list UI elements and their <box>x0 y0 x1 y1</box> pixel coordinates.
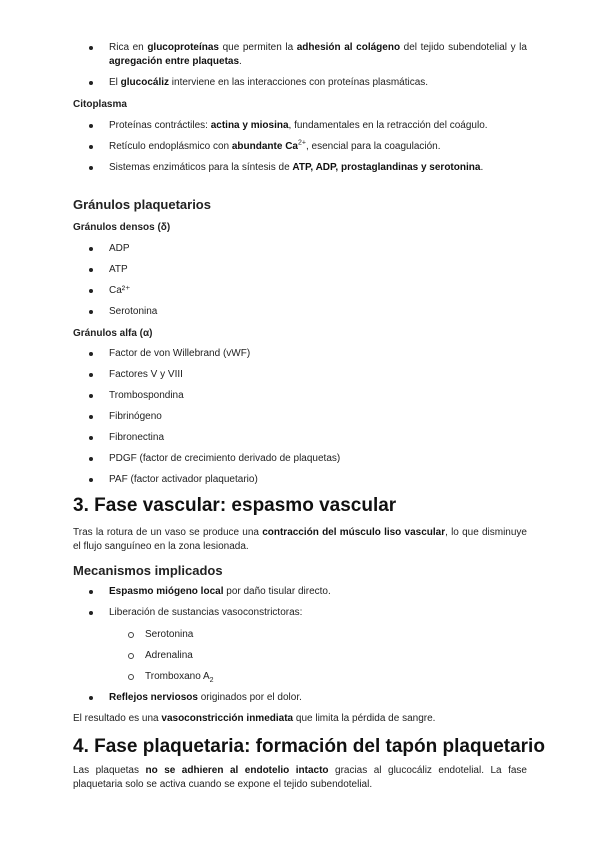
intro-list <box>73 41 527 90</box>
list-item: Fibronectina <box>73 431 527 445</box>
list-item: Factor de von Willebrand (vWF) <box>73 347 527 361</box>
mecanismos-list <box>73 585 527 627</box>
list-item: Retículo endoplásmico con abundante $Ca^{2+}$, esencial para la coagulación. <box>73 140 527 154</box>
list-item: PAF (factor activador plaquetario) <box>73 473 527 487</box>
granulos-heading: Gránulos plaquetarios <box>73 197 211 212</box>
citoplasma-heading: Citoplasma <box>73 99 127 110</box>
list-item: Ca²⁺ <box>73 284 527 298</box>
densos-heading: Gránulos densos (δ) <box>73 222 171 233</box>
fase4-paragraph: Las plaquetas no se adhieren al endotelio intacto gracias al glucocáliz endotelial. La fase plaquetaria solo se activa cuando se expone el tejido subendotelial. <box>73 765 527 790</box>
list-item: ADP <box>73 242 527 256</box>
fase4-title: 4. Fase plaquetaria: formación del tapón plaquetario <box>73 736 545 757</box>
citoplasma-list <box>73 119 527 175</box>
densos-list <box>73 242 527 319</box>
list-item: El glucocáliz interviene en las interacciones con proteínas plasmáticas. <box>73 76 527 90</box>
list-item: Factores V y VIII <box>73 368 527 382</box>
sublist-item: Tromboxano $A_2$ <box>73 670 527 684</box>
list-item: Espasmo miógeno local por daño tisular directo. <box>73 585 527 599</box>
list-item: PDGF (factor de crecimiento derivado de plaquetas) <box>73 452 527 466</box>
alfa-list <box>73 347 527 487</box>
mecanismos-heading: Mecanismos implicados <box>73 563 223 578</box>
alfa-heading: Gránulos alfa (α) <box>73 328 153 339</box>
fase3-paragraph: Tras la rotura de un vaso se produce una contracción del músculo liso vascular, lo que disminuye el flujo sanguíneo en la zona lesionada. <box>73 527 527 552</box>
list-item: Liberación de sustancias vasoconstrictoras: <box>73 606 527 620</box>
sublist-item: Adrenalina <box>73 649 527 663</box>
list-item: Sistemas enzimáticos para la síntesis de ATP, ADP, prostaglandinas y serotonina. <box>73 161 527 175</box>
vasoconstrictor-sublist <box>73 628 527 684</box>
list-item: Trombospondina <box>73 389 527 403</box>
list-item: Serotonina <box>73 305 527 319</box>
list-item: Fibrinógeno <box>73 410 527 424</box>
sublist-item: Serotonina <box>73 628 527 642</box>
list-item: ATP <box>73 263 527 277</box>
fase3-result: El resultado es una vasoconstricción inmediata que limita la pérdida de sangre. <box>73 713 436 724</box>
fase3-title: 3. Fase vascular: espasmo vascular <box>73 495 397 516</box>
list-item: Reflejos nerviosos originados por el dolor. <box>73 691 527 705</box>
list-item: Rica en glucoproteínas que permiten la adhesión al colágeno del tejido subendotelial y la agregación entre plaquetas. <box>73 41 527 69</box>
mecanismos-list-cont <box>73 691 527 705</box>
list-item: Proteínas contráctiles: actina y miosina, fundamentales en la retracción del coágulo. <box>73 119 527 133</box>
